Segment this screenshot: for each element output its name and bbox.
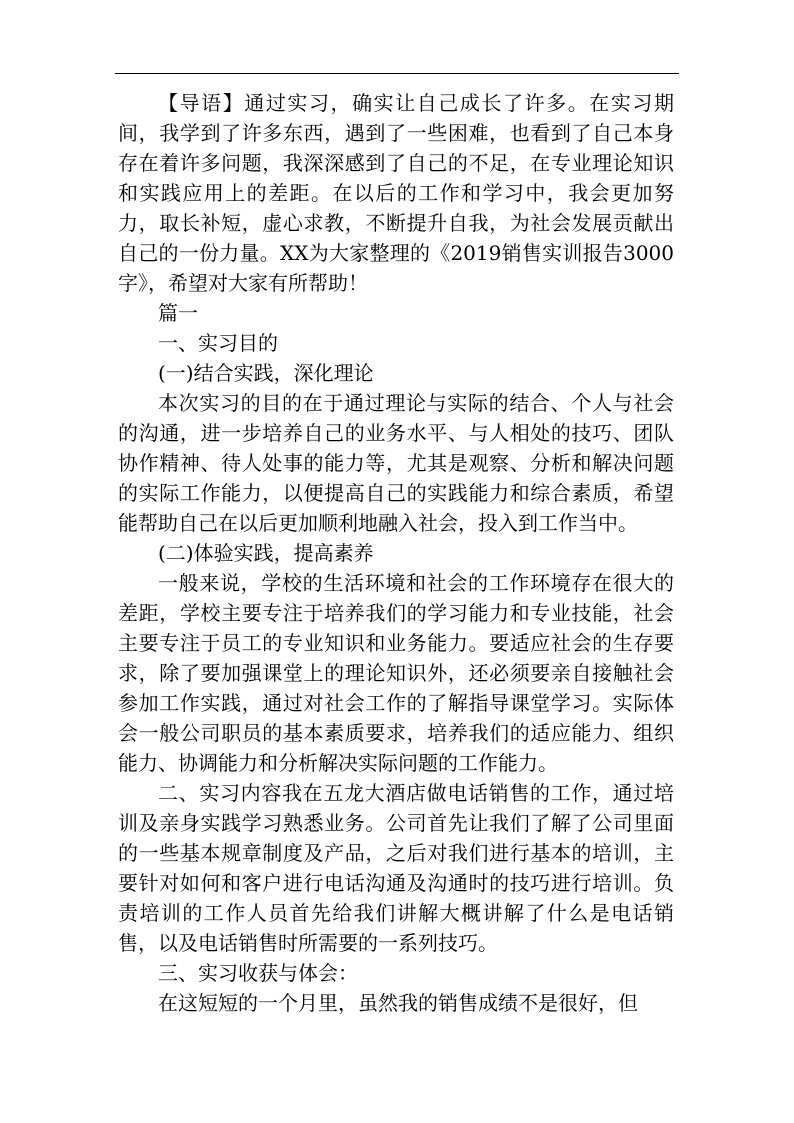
section1-paragraph-2: 一般来说，学校的生活环境和社会的工作环境存在很大的差距，学校主要专注于培养我们的学习能力和专业技能，社会主要专注于员工的专业知识和业务能力。要适应社会的生存要求，除了要加强课堂上的理论知识外，还必须要亲自接触社会参加工作实践，通过对社会工作的了解指导课堂学习。实际体会一般公司职员的基本素质要求，培养我们的适应能力、组织能力、协调能力和分析解决实际问题的工作能力。 xyxy=(118,571,674,775)
section1-title: 一、实习目的 xyxy=(158,331,278,355)
section3-paragraph: 在这短短的一个月里，虽然我的销售成绩不是很好，但 xyxy=(158,991,638,1015)
section1-paragraph-1: 本次实习的目的在于通过理论与实际的结合、个人与社会的沟通，进一步培养自己的业务水平、与人相处的技巧、团队协作精神、待人处事的能力等，尤其是观察、分析和解决问题的实际工作能力，以便提高自己的实践能力和综合素质，希望能帮助自己在以后更加顺利地融入社会，投入到工作当中。 xyxy=(118,391,674,535)
section1-subheading-2: (二)体验实践，提高素养 xyxy=(158,541,374,565)
header-rule xyxy=(115,73,679,74)
intro-paragraph: 【导语】通过实习，确实让自己成长了许多。在实习期间，我学到了许多东西，遇到了一些困难，也看到了自己本身存在着许多问题，我深深感到了自己的不足，在专业理论知识和实践应用上的差距。在以后的工作和学习中，我会更加努力，取长补短，虚心求教，不断提升自我，为社会发展贡献出自己的一份力量。XX为大家整理的《2019销售实训报告3000字》，希望对大家有所帮助！ xyxy=(118,91,674,295)
section1-subheading-1: (一)结合实践，深化理论 xyxy=(158,361,374,385)
section3-title: 三、实习收获与体会： xyxy=(158,961,358,985)
part-title: 篇一 xyxy=(158,301,198,325)
document-body xyxy=(118,88,674,1018)
section2-paragraph: 二、实习内容我在五龙大酒店做电话销售的工作，通过培训及亲身实践学习熟悉业务。公司首先让我们了解了公司里面的一些基本规章制度及产品，之后对我们进行基本的培训，主要针对如何和客户进行电话沟通及沟通时的技巧进行培训。负责培训的工作人员首先给我们讲解大概讲解了什么是电话销售，以及电话销售时所需要的一系列技巧。 xyxy=(118,781,674,955)
